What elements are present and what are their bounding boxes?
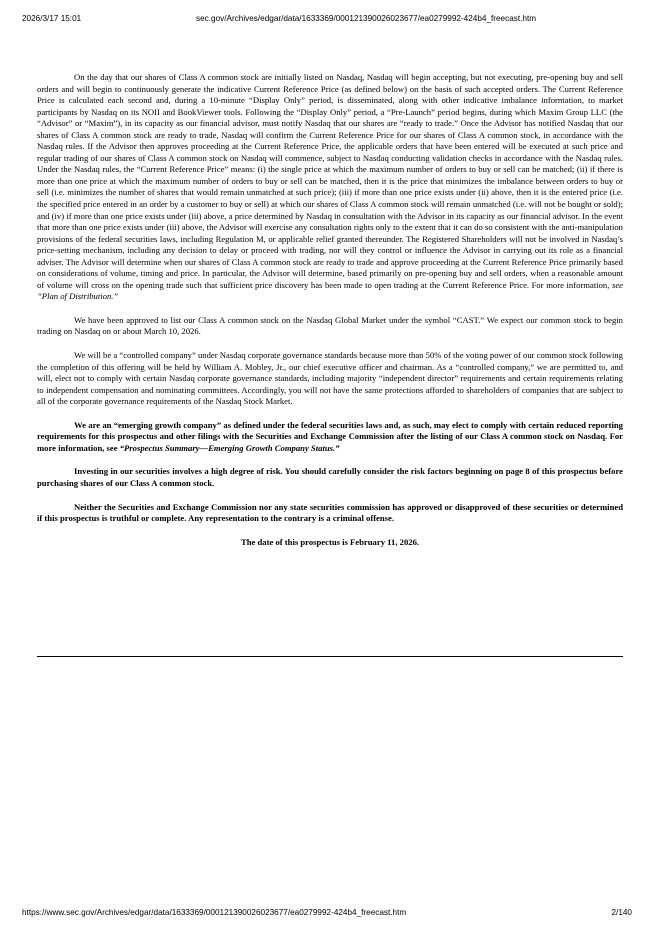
document-body: [37, 72, 623, 548]
paragraph-emerging-growth-text: We are an “emerging growth company” as defined under the federal securities laws and, as such, may elect to comply with certain reduced reporting requirements for this prospectus and other filings with the Securities and Exchange Commission after the listing of our Class A common stock on Nasdaq. For more information, see: [37, 419, 623, 453]
paragraph-listing-process-text: On the day that our shares of Class A common stock are initially listed on Nasdaq, Nasdaq will begin accepting, but not executing, pre-opening buy and sell orders and will begin to continuously generate the indicative Current Reference Price (as defined below) on the basis of such accepted orders. The Current Reference Price is calculated each second and, during a 10-minute “Display Only” period, is disseminated, along with other indicative imbalance information, to market participants by Nasdaq on its NOII and BookViewer tools. Following the “Display Only” period, a “Pre-Launch” period begins, during which Maxim Group LLC (the “Advisor” or “Maxim”), in its capacity as our financial advisor, must notify Nasdaq that our shares are “ready to trade.” Once the Advisor has notified Nasdaq that our shares of Class A common stock are ready to trade, Nasdaq will confirm the Current Reference Price for our shares of Class A common stock, in accordance with the Nasdaq rules. If the Advisor then approves proceeding at the Current Reference Price, the applicable orders that have been entered will be executed at such price and regular trading of our shares of Class A common stock on Nasdaq will commence, subject to Nasdaq conducting validation checks in accordance with the Nasdaq rules. Under the Nasdaq rules, the “Current Reference Price” means: (i) the single price at which the maximum number of orders to buy or sell can be matched; (ii) if there is more than one price at which the maximum number of orders to buy or sell can be matched, then it is the price that minimizes the imbalance between orders to buy or sell (i.e. minimizes the number of shares that would remain unmatched at such price); (iii) if more than one price exists under (ii) above, then it is the entered price (i.e. the specified price entered in an order by a customer to buy or sell) at which our shares of Class A common stock will remain unmatched (i.e. will not be bought or sold); and (iv) if more than one price exists under (iii) above, a price determined by Nasdaq in consultation with the Advisor in its capacity as our financial advisor. In the event that more than one price exists under (iii) above, the Advisor will exercise any consultation rights only to the extent that it can do so consistent with the anti-manipulation provisions of the federal securities laws, including Regulation M, or applicable relief granted thereunder. The Registered Shareholders will not be involved in Nasdaq’s price-setting mechanism, including any decision to delay or proceed with trading, nor will they control or influence the Advisor in carrying out its role as a financial adviser. The Advisor will determine when our shares of Class A common stock are ready to trade and approve proceeding at the Current Reference Price primarily based on considerations of volume, timing and price. In particular, the Advisor will determine, based primarily on pre-opening buy and sell orders, when a reasonable amount of volume will cross on the opening trade such that sufficient price discovery has been made to open trading at the Current Reference Price. For more information,: [37, 72, 623, 290]
paragraph-emerging-growth: [37, 420, 623, 455]
prospectus-summary-link[interactable]: “Prospectus Summary—Emerging Growth Company Status.”: [119, 442, 340, 453]
prospectus-date: The date of this prospectus is February 11, 2026.: [240, 536, 420, 547]
paragraph-controlled-company: We will be a “controlled company” under Nasdaq corporate governance standards because more than 50% of the voting power of our common stock following the completion of this offering will be held by William A. Mobley, Jr., our chief executive officer and chairman. As a “controlled company,” we are permitted to, and will, elect not to comply with certain Nasdaq corporate governance standards, including majority “independent director” requirements and certain requirements relating to independent compensation and nominating committees. Accordingly, you will not have the same protections afforded to shareholders of companies that are subject to all of the corporate governance requirements of the Nasdaq Stock Market.: [37, 350, 623, 407]
paragraph-nasdaq-listing: We have been approved to list our Class A common stock on the Nasdaq Global Market under the symbol “CAST.” We expect our common stock to begin trading on Nasdaq on or about March 10, 2026.: [37, 314, 623, 337]
page-divider: [37, 656, 623, 657]
print-url: https://www.sec.gov/Archives/edgar/data/1633369/000121390026023677/ea0279992-424b4_freecast.htm: [22, 908, 407, 917]
paragraph-sec-disclaimer: Neither the Securities and Exchange Commission nor any state securities commission has approved or disapproved of these securities or determined if this prospectus is truthful or complete. Any representation to the contrary is a criminal offense.: [37, 501, 623, 524]
print-page-title: sec.gov/Archives/edgar/data/1633369/000121390026023677/ea0279992-424b4_freecast.htm: [196, 14, 537, 23]
paragraph-risk-warning: Investing in our securities involves a high degree of risk. You should carefully consider the risk factors beginning on page 8 of this prospectus before purchasing shares of our Class A common stock.: [37, 466, 623, 488]
paragraph-listing-process: [37, 72, 623, 303]
print-page-number: 2/140: [611, 908, 632, 917]
print-datetime: 2026/3/17 15:01: [22, 14, 82, 23]
plan-of-distribution-link[interactable]: see ”Plan of Distribution.”: [37, 279, 623, 302]
